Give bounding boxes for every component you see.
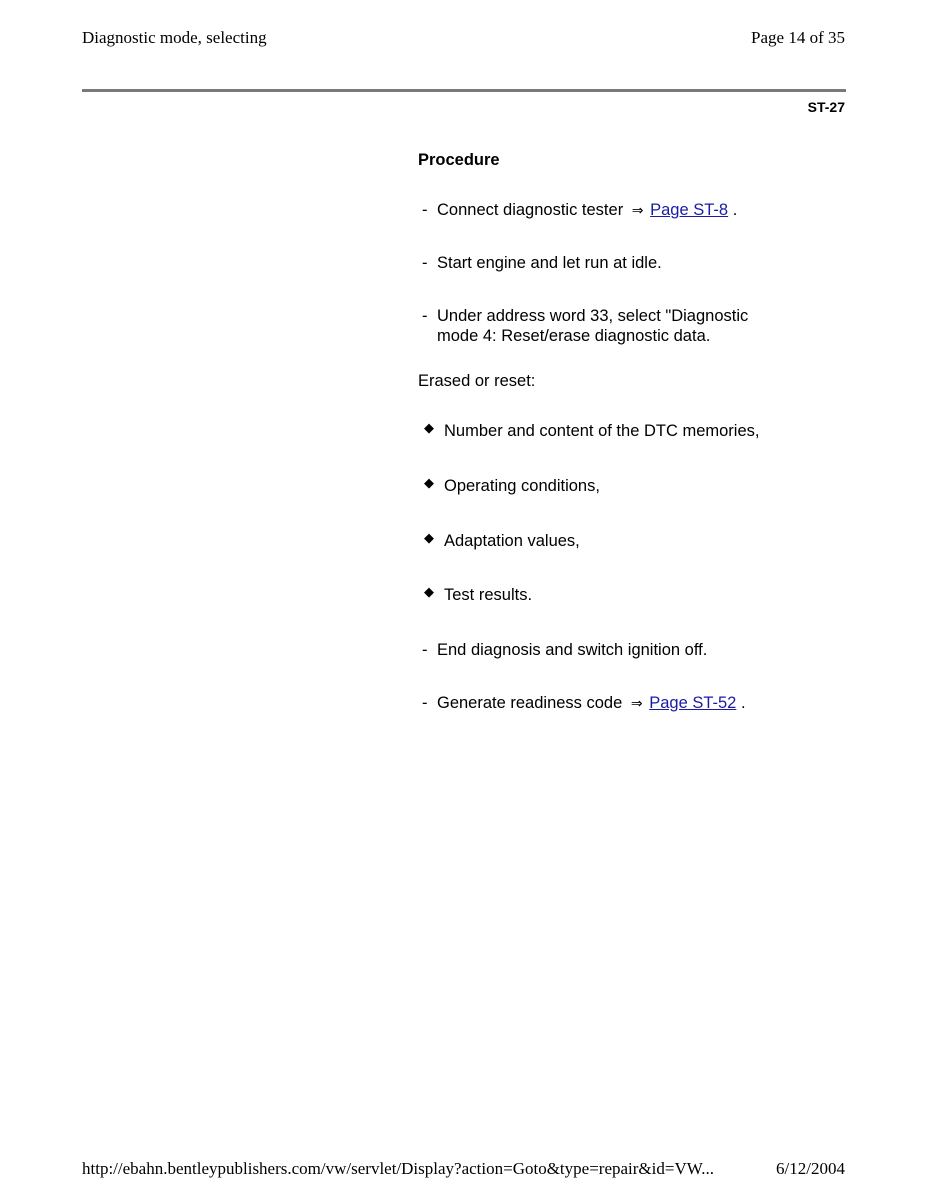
step-text: End diagnosis and switch ignition off. [437,641,708,659]
step-dash: - [422,694,428,712]
diamond-bullet-icon: ◆ [424,584,434,599]
step-dash: - [422,307,428,325]
step-text: Start engine and let run at idle. [437,254,662,272]
bullet-text: Test results. [444,586,533,604]
procedure-heading: Procedure [418,151,500,169]
step-text: Connect diagnostic tester [437,201,624,219]
arrow-right-icon: ⇒ [631,203,644,219]
page-header-title: Diagnostic mode, selecting [82,28,267,47]
step-punctuation: . [740,694,746,712]
step-end-diagnosis [422,640,822,660]
bullet-text: Number and content of the DTC memories, [444,422,760,440]
bullet-text: Adaptation values, [444,532,580,550]
diamond-bullet-icon: ◆ [424,420,434,435]
bullet-text: Operating conditions, [444,477,600,495]
step-start-engine [422,253,822,273]
step-select-diagnostic-mode [422,306,792,346]
arrow-right-icon: ⇒ [630,696,643,712]
step-text: Generate readiness code [437,694,623,712]
step-dash: - [422,641,428,659]
bullet-item [424,585,824,605]
diamond-bullet-icon: ◆ [424,475,434,490]
bullet-item [424,421,824,441]
bullet-item [424,531,824,551]
diamond-bullet-icon: ◆ [424,530,434,545]
link-page-st-8[interactable]: Page ST-8 [650,201,729,219]
step-dash: - [422,254,428,272]
step-text: Under address word 33, select "Diagnostic mode 4: Reset/erase diagnostic data. [437,307,749,345]
footer-date: 6/12/2004 [776,1159,845,1178]
section-code: ST-27 [807,99,845,115]
footer-url: http://ebahn.bentleypublishers.com/vw/servlet/Display?action=Goto&type=repair&id=VW... [82,1159,714,1178]
link-page-st-52[interactable]: Page ST-52 [649,694,737,712]
step-punctuation: . [732,201,738,219]
bullet-item [424,476,824,496]
erased-label: Erased or reset: [418,372,536,390]
header-divider [82,89,846,92]
step-connect-tester [422,200,822,221]
step-generate-readiness-code [422,693,822,714]
page-number: Page 14 of 35 [751,28,845,47]
step-dash: - [422,201,428,219]
